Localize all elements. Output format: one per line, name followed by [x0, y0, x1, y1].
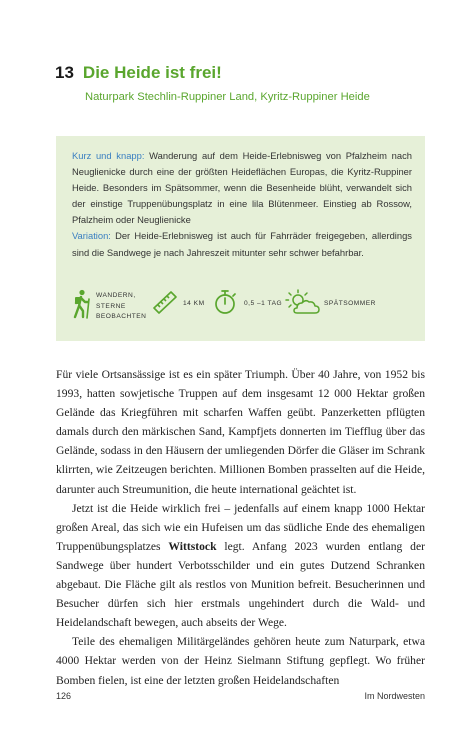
hiker-icon: [70, 289, 92, 319]
info-box-text: [72, 148, 412, 261]
chapter-subtitle: Naturpark Stechlin-Ruppiner Land, Kyritz-Ruppiner Heide: [85, 91, 370, 103]
paragraph-2: Jetzt ist die Heide wirklich frei – jedenfalls auf einem knapp 1000 Hektar großen Areal, das sich wie ein Hufeisen um das südliche Ende des ehemaligen Truppenübungsplatzes Wittstock legt. Anfang 2023 wurden entlang der Sandwege über hundert Verbotsschilder und ein gutes Dutzend Schranken abgebaut. Die Fläche gilt als restlos von Munition befreit. Besucherinnen und Besucher dürfen sich hier erstmals ungehindert durch die Wald- und Heidelandschaft bewegen, auch abseits der Wege.: [56, 501, 425, 630]
info-icons-row: [70, 289, 415, 339]
summary-label: Kurz und knapp:: [72, 150, 145, 161]
chapter-heading: [55, 62, 222, 84]
running-footer-section: Im Nordwesten: [364, 691, 425, 701]
page-number: 126: [56, 691, 72, 701]
summary-text: Wanderung auf dem Heide-Erlebnisweg von Pfalzheim nach Neuglienicke durch eine der größten Heideflächen Europas, die Kyritz-Ruppiner Heide. Besonders im Spätsommer, wenn die Besenheide blüht, verwandelt sich der einstige Truppenübungsplatz in eine lila Blütenmeer. Einstieg ab Rossow, Pfalzheim oder Neuglienicke: [72, 150, 412, 226]
info-box: [56, 136, 425, 341]
variation-label: Variation:: [72, 230, 111, 242]
chapter-title: Die Heide ist frei!: [82, 63, 222, 82]
sun-cloud-icon: [284, 289, 320, 315]
chapter-number: 13: [55, 63, 74, 82]
ruler-icon: [152, 290, 178, 314]
variation-paragraph: [72, 228, 412, 260]
duration-label: 0,5 –1 TAG: [244, 300, 283, 307]
summary-paragraph: [72, 148, 412, 228]
stopwatch-icon: [213, 289, 237, 315]
activity-label: WANDERN, STERNE BEOBACHTEN: [96, 292, 147, 320]
season-label: SPÄTSOMMER: [324, 300, 376, 307]
distance-label: 14 KM: [183, 300, 205, 307]
paragraph-3: Teile des ehemaligen Militärgeländes gehören heute zum Naturpark, etwa 4000 Hektar werden von der Heinz Sielmann Stiftung gepflegt. Wo früher Bomben fielen, ist eine der letzten großen Heidelandschaften: [56, 635, 425, 687]
body-text: [56, 365, 425, 690]
paragraph-1: Für viele Ortsansässige ist es ein später Triumph. Über 40 Jahre, von 1952 bis 1993, hatten sowjetische Truppen auf dem insgesamt 12 000 Hektar großen Gelände das Kriegführen mit scharfen Waffen geübt. Panzerketten pflügten damals durch den märkischen Sand, Kampfjets donnerten im Tiefflug über das Gelände, sodass in den Häusern der umliegenden Dörfer die Gläser im Schrank klirrten, wie Zeitzeugen berichten. Millionen Bomben prasselten auf die Heide, darunter auch Streumunition, die heute international geächtet ist.: [56, 368, 425, 496]
place-name-bold: Wittstock: [168, 539, 217, 553]
variation-text: Der Heide-Erlebnisweg ist auch für Fahrräder freigegeben, allerdings sind die Sandwege je nach Jahreszeit mitunter sehr schwer befahrbar.: [72, 230, 412, 258]
